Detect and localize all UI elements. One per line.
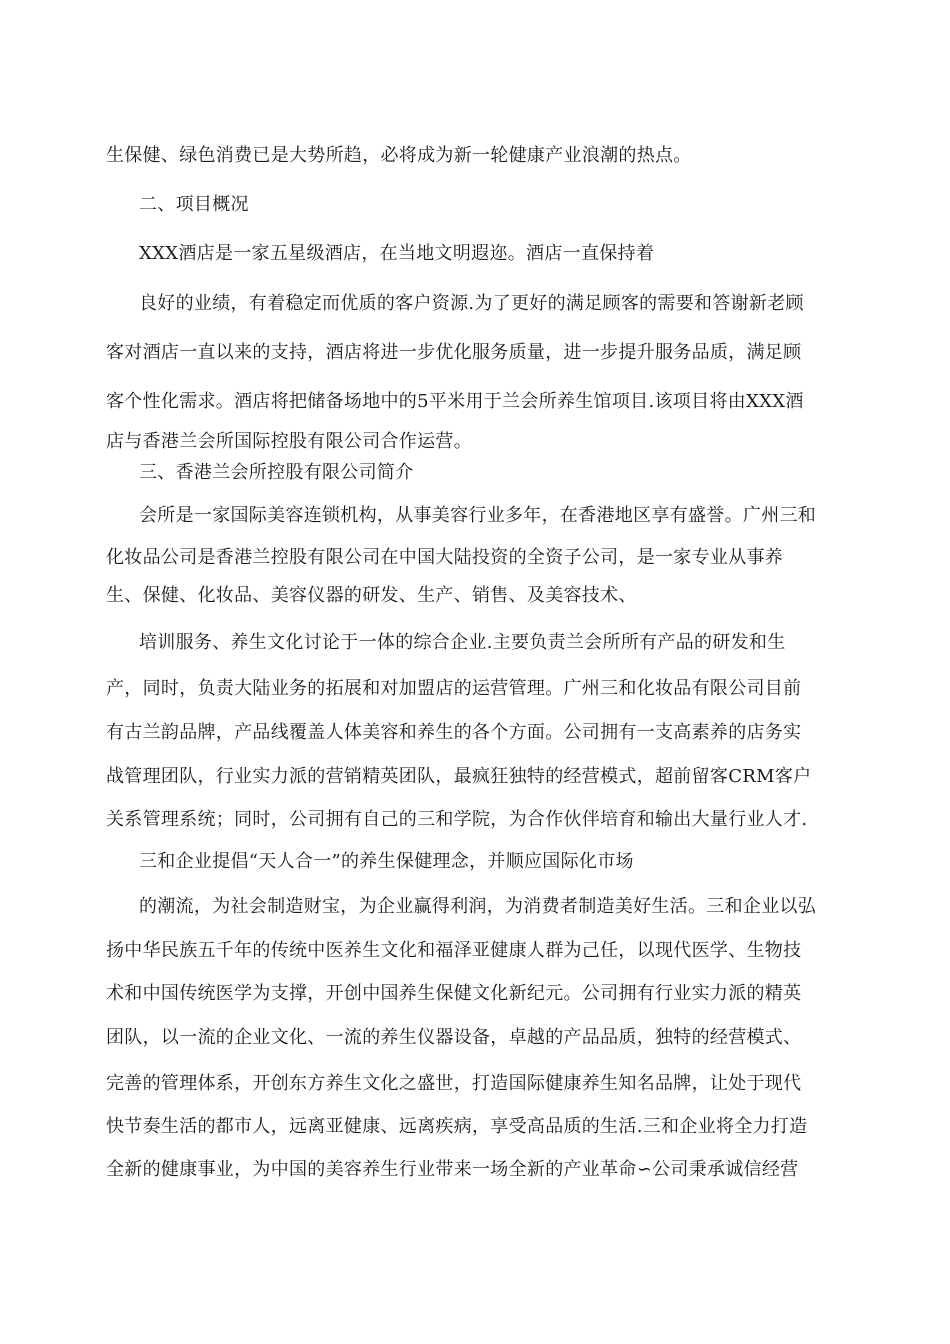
text-line: 的潮流，为社会制造财宝，为企业赢得利润，为消费者制造美好生活。三和企业以弘 bbox=[139, 896, 817, 917]
text-line: 完善的管理体系，开创东方养生文化之盛世，打造国际健康养生知名品牌，让处于现代 bbox=[106, 1073, 802, 1094]
text-line: 产，同时，负责大陆业务的拓展和对加盟店的运营管理。广州三和化妆品有限公司目前 bbox=[106, 678, 802, 699]
text-line: 化妆品公司是香港兰控股有限公司在中国大陆投资的全资子公司，是一家专业从事养 bbox=[106, 547, 784, 568]
text-line: 全新的健康事业，为中国的美容养生行业带来一场全新的产业革命∽公司秉承诚信经营 bbox=[106, 1159, 799, 1180]
text-line: 店与香港兰会所国际控股有限公司合作运营。 bbox=[106, 431, 472, 452]
text-line: 会所是一家国际美容连锁机构，从事美容行业多年，在香港地区享有盛誉。广州三和 bbox=[139, 505, 817, 526]
text-line: 术和中国传统医学为支撑，开创中国养生保健文化新纪元。公司拥有行业实力派的精英 bbox=[106, 983, 802, 1004]
text-line: 战管理团队，行业实力派的营销精英团队，最疯狂独特的经营模式，超前留客CRM客户 bbox=[106, 766, 812, 787]
text-line: 客个性化需求。酒店将把储备场地中的5平米用于兰会所养生馆项目.该项目将由XXX酒 bbox=[106, 391, 804, 412]
text-line: 三和企业提倡“天人合一”的养生保健理念，并顺应国际化市场 bbox=[139, 851, 634, 872]
text-line: 团队，以一流的企业文化、一流的养生仪器设备，卓越的产品品质，独特的经营模式、 bbox=[106, 1027, 802, 1048]
section-heading: 二、项目概况 bbox=[139, 194, 249, 215]
text-line: 生、保健、化妆品、美容仪器的研发、生产、销售、及美容技术、 bbox=[106, 585, 637, 606]
text-line: 快节奏生活的都市人，远离亚健康、远离疾病，享受高品质的生活.三和企业将全力打造 bbox=[106, 1116, 808, 1137]
text-line: 客对酒店一直以来的支持，酒店将进一步优化服务质量，进一步提升服务品质，满足顾 bbox=[106, 342, 802, 363]
section-heading: 三、香港兰会所控股有限公司简介 bbox=[139, 462, 414, 483]
text-line: 培训服务、养生文化讨论于一体的综合企业.主要负责兰会所所有产品的研发和生 bbox=[139, 632, 786, 653]
text-line: 关系管理系统；同时，公司拥有自己的三和学院，为合作伙伴培育和输出大量行业人才. bbox=[106, 809, 808, 830]
text-line: 有古兰韵品牌，产品线覆盖人体美容和养生的各个方面。公司拥有一支高素养的店务实 bbox=[106, 722, 802, 743]
text-line: XXX酒店是一家五星级酒店，在当地文明遐迩。酒店一直保持着 bbox=[139, 243, 655, 264]
text-line: 扬中华民族五千年的传统中医养生文化和福泽亚健康人群为己任，以现代医学、生物技 bbox=[106, 940, 802, 961]
text-line: 良好的业绩，有着稳定而优质的客户资源.为了更好的满足顾客的需要和答谢新老顾 bbox=[139, 293, 804, 314]
text-line: 生保健、绿色消费已是大势所趋，必将成为新一轮健康产业浪潮的热点。 bbox=[106, 145, 692, 166]
